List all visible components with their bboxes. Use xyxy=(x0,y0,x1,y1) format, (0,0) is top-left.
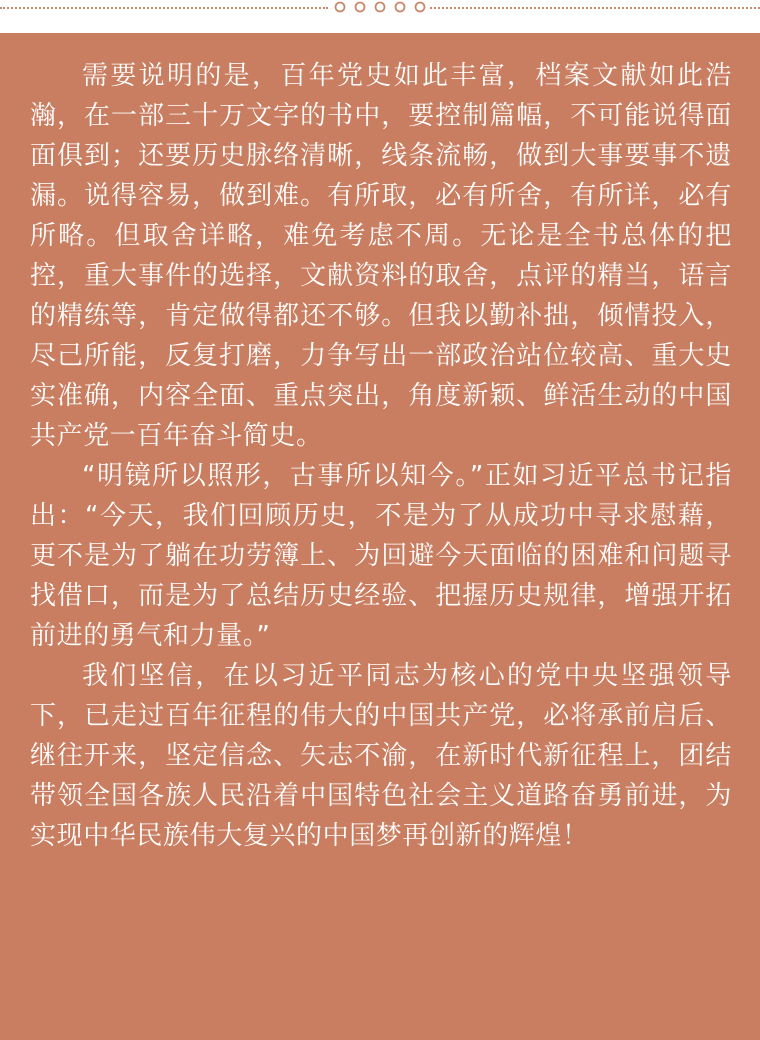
article-body xyxy=(30,56,732,856)
top-decorative-strip xyxy=(0,0,760,33)
paragraph-1: 需要说明的是，百年党史如此丰富，档案文献如此浩瀚，在一部三十万文字的书中，要控制篇幅，不可能说得面面俱到；还要历史脉络清晰，线条流畅，做到大事要事不遗漏。说得容易，做到难。有所取，必有所舍，有所详，必有所略。但取舍详略，难免考虑不周。无论是全书总体的把控，重大事件的选择，文献资料的取舍，点评的精当，语言的精练等，肯定做得都还不够。但我以勤补拙，倾情投入，尽己所能，反复打磨，力争写出一部政治站位较高、重大史实准确，内容全面、重点突出，角度新颖、鲜活生动的中国共产党一百年奋斗简史。 xyxy=(30,61,732,451)
dotted-divider-left xyxy=(0,7,328,9)
dotted-divider-right xyxy=(430,7,760,9)
rings-ornament-icon xyxy=(330,0,430,16)
paragraph-2: “明镜所以照形，古事所以知今。”正如习近平总书记指出：“今天，我们回顾历史，不是为了从成功中寻求慰藉，更不是为了躺在功劳簿上、为回避今天面临的困难和问题寻找借口，而是为了总结历史经验、把握历史规律，增强开拓前进的勇气和力量。” xyxy=(30,461,732,651)
paragraph-3: 我们坚信，在以习近平同志为核心的党中央坚强领导下，已走过百年征程的伟大的中国共产党，必将承前启后、继往开来，坚定信念、矢志不渝，在新时代新征程上，团结带领全国各族人民沿着中国特色社会主义道路奋勇前进，为实现中华民族伟大复兴的中国梦再创新的辉煌！ xyxy=(30,661,732,851)
